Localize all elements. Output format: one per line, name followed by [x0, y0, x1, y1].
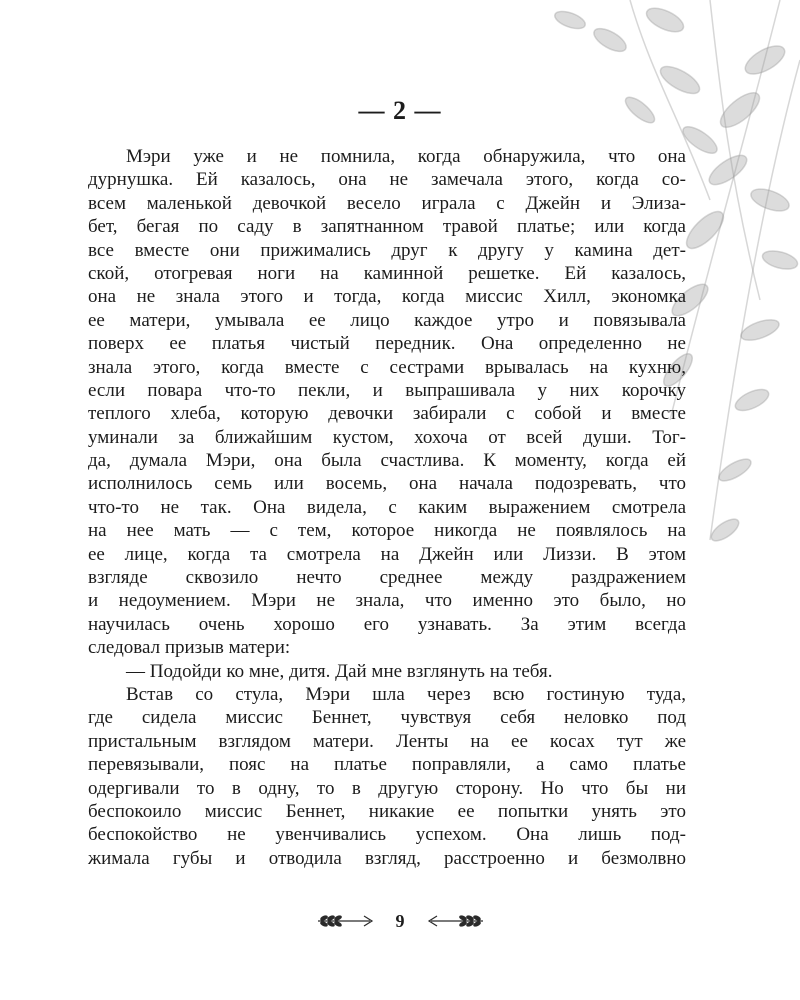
text-line: поверх ее платья чистый передник. Она определенно не — [88, 333, 686, 355]
text-line: взгляде сквозило нечто среднее между раздражением — [88, 567, 686, 589]
text-line: все вместе они прижимались друг к другу у камина дет- — [88, 239, 686, 261]
text-line: Мэри уже и не помнила, когда обнаружила, что она — [126, 146, 686, 167]
text-line: дурнушка. Ей казалось, она не замечала этого, когда со- — [88, 169, 686, 191]
text-line: если повара что-то пекли, и выпрашивала у них корочку — [88, 379, 686, 401]
chapter-heading: — 2 — — [358, 96, 442, 125]
text-line: ее лице, когда та смотрела на Джейн или Лиззи. В этом — [88, 543, 686, 565]
text-line: перевязывали, пояс на платье поправляли, а само платье — [88, 754, 686, 776]
text-line: бет, бегая по саду в запятнанном травой платье; или когда — [88, 216, 686, 238]
text-line: пристальным взглядом матери. Ленты на ее косах тут же — [88, 730, 686, 752]
page-footer — [0, 906, 800, 936]
text-line: уминали за ближайшим кустом, хохоча от всей души. Тог- — [88, 426, 686, 448]
text-line: беспокойство не увенчивались успехом. Она лишь под- — [88, 824, 686, 846]
text-line: следовал призыв матери: — [88, 637, 291, 659]
text-line: ее матери, умывала ее лицо каждое утро и повязывала — [88, 309, 686, 331]
text-line: теплого хлеба, которую девочки забирали с собой и вместе — [88, 403, 686, 425]
text-line: на нее мать — с тем, которое никогда не появлялось на — [88, 520, 686, 542]
dialogue-line: — Подойди ко мне, дитя. Дай мне взглянуть на тебя. — [126, 660, 553, 682]
text-line: научилась очень хорошо его узнавать. За этим всегда — [88, 613, 686, 635]
text-line: да, думала Мэри, она была счастлива. К моменту, когда ей — [88, 450, 686, 472]
body-text — [88, 145, 686, 870]
text-line: она не знала этого и тогда, когда миссис Хилл, экономка — [88, 286, 686, 308]
text-line: ской, отогревая ноги на каминной решетке. Ей казалось, — [88, 262, 686, 284]
leaf-arrow-ornament-left — [314, 911, 378, 931]
leaf-arrow-ornament-right — [423, 911, 487, 931]
text-line: одергивали то в одну, то в другую сторону. Но что бы ни — [88, 777, 686, 799]
page-number: 9 — [395, 910, 405, 931]
text-line: знала этого, когда вместе с сестрами врывалась на кухню, — [88, 356, 686, 378]
text-line: где сидела миссис Беннет, чувствуя себя неловко под — [88, 707, 686, 729]
text-line: беспокоило миссис Беннет, никакие ее попытки унять это — [88, 800, 686, 822]
text-line: всем маленькой девочкой весело играла с Джейн и Элиза- — [88, 192, 686, 214]
text-line: жимала губы и отводила взгляд, расстроенно и безмолвно — [88, 847, 686, 869]
text-line: что-то не так. Она видела, с каким выражением смотрела — [88, 496, 686, 518]
text-line: и недоумением. Мэри не знала, что именно это было, но — [88, 590, 686, 612]
text-line: Встав со стула, Мэри шла через всю гостиную туда, — [126, 683, 686, 705]
text-line: исполнилось семь или восемь, она начала подозревать, что — [88, 473, 686, 495]
